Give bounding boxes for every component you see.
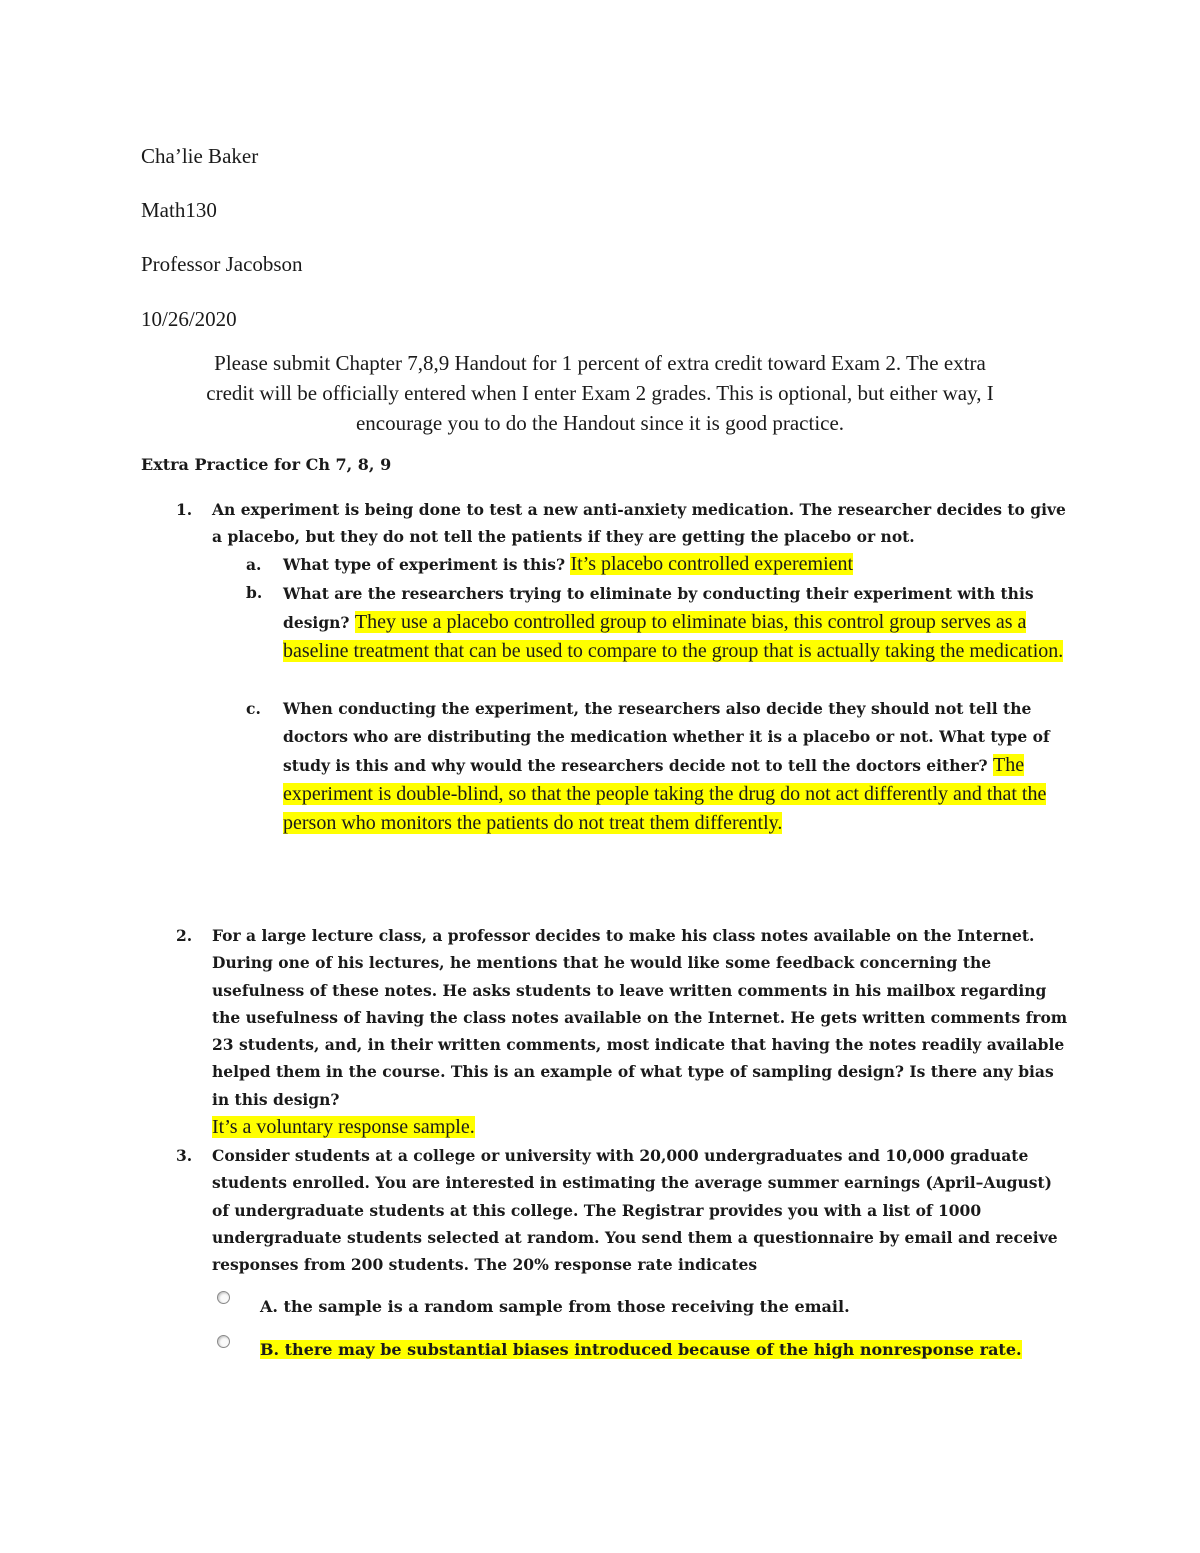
option-a-label: A. the sample is a random sample from those receiving the email. [260,1297,850,1316]
intro-line: encourage you to do the Handout since it is good practice. [355,411,845,435]
section-title: Extra Practice for Ch 7, 8, 9 [141,455,392,474]
question-1b-text: What are the researchers trying to eliminate by conducting their experiment with this design? [283,584,1034,632]
question-3-text: Consider students at a college or university with 20,000 undergraduates and 10,000 graduate students enrolled. You are interested in estimating the average summer earnings (April–August) of undergraduate students at this college. The Registrar provides you with a list of 1000 undergraduate students selected at random. You send them a questionnaire by email and receive responses from 200 students. The 20% response rate indicates [212,1146,1058,1275]
intro-paragraph [140,348,1060,438]
professor-name: Professor Jacobson [141,252,303,276]
question-1b [283,579,1073,666]
question-1c-text: When conducting the experiment, the researchers also decide they should not tell the doctors who are distributing the medication whether it is a placebo or not. What type of study is this and why would the researchers decide not to tell the doctors either? [283,699,1050,775]
question-1a [283,551,1073,578]
question-1a-text: What type of experiment is this? [283,555,566,574]
sub-question-letter: c. [246,699,261,718]
answer-1c: The experiment is double-blind, so that the people taking the drug do not act differently and that the person who monitors the patients do not treat them differently. [283,754,1047,834]
question-2-answer [212,1114,1072,1141]
option-b-radio[interactable] [217,1335,230,1348]
option-a-radio[interactable] [217,1291,230,1304]
student-name: Cha’lie Baker [141,144,259,168]
intro-line: Please submit Chapter 7,8,9 Handout for 1 percent of extra credit toward Exam 2. The extra [214,351,986,375]
question-2-text: For a large lecture class, a professor decides to make his class notes available on the Internet. During one of his lectures, he mentions that he would like some feedback concerning the usefulness of these notes. He asks students to leave written comments in his mailbox regarding the usefulness of having the class notes available on the Internet. He gets written comments from 23 students, and, in their written comments, most indicate that having the notes readily available helped them in the course. This is an example of what type of sampling design? Is there any bias in this design? [212,926,1068,1109]
question-1-text: An experiment is being done to test a new anti-anxiety medication. The researcher decides to give a placebo, but they do not tell the patients if they are getting the placebo or not. [212,500,1066,547]
answer-2: It’s a voluntary response sample. [212,1116,475,1138]
question-number: 2. [176,926,193,945]
question-1c [283,695,1073,838]
sub-question-letter: b. [246,583,263,602]
intro-line: credit will be officially entered when I enter Exam 2 grades. This is optional, but either way, I [206,381,994,405]
course-name: Math130 [141,198,217,222]
sub-question-letter: a. [246,555,262,574]
question-number: 1. [176,500,193,519]
question-number: 3. [176,1146,193,1165]
answer-1a: It’s placebo controlled experemient [570,553,854,575]
option-b-label: B. there may be substantial biases introduced because of the high nonresponse rate. [260,1340,1022,1359]
answer-1b: They use a placebo controlled group to eliminate bias, this control group serves as a baseline treatment that can be used to compare to the group that is actually taking the medication. [283,611,1064,662]
document-date: 10/26/2020 [141,307,237,331]
